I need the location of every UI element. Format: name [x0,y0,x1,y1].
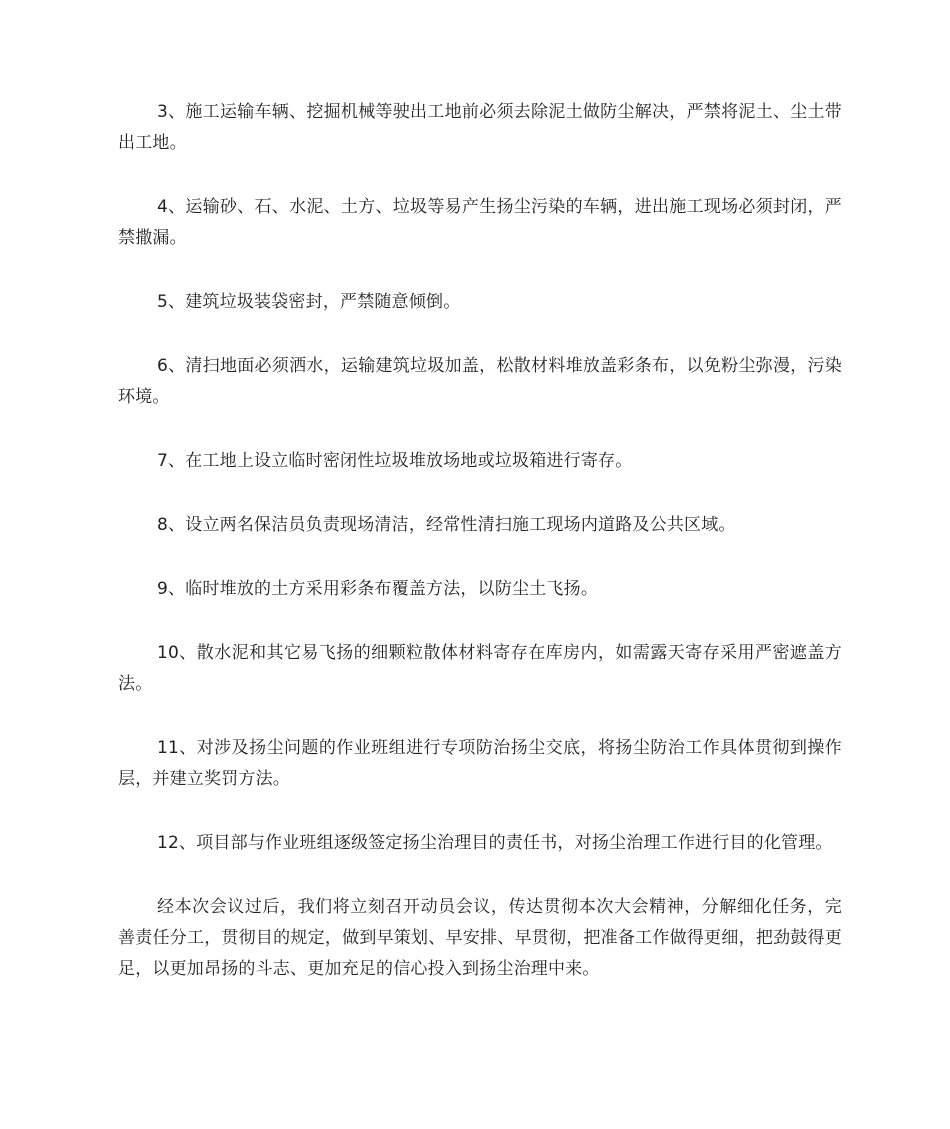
paragraph-item-11: 11、对涉及扬尘问题的作业班组进行专项防治扬尘交底，将扬尘防治工作具体贯彻到操作层，并建立奖罚方法。 [118,738,842,789]
paragraph-item-3: 3、施工运输车辆、挖掘机械等驶出工地前必须去除泥土做防尘解决，严禁将泥土、尘土带出工地。 [118,102,842,153]
closing-paragraph: 经本次会议过后，我们将立刻召开动员会议，传达贯彻本次大会精神，分解细化任务，完善责任分工，贯彻目的规定，做到早策划、早安排、早贯彻，把准备工作做得更细，把劲鼓得更足，以更加昂扬的斗志、更加充足的信心投入到扬尘治理中来。 [118,897,842,979]
paragraph-item-10: 10、散水泥和其它易飞扬的细颗粒散体材料寄存在库房内，如需露天寄存采用严密遮盖方法。 [118,643,842,694]
paragraph-item-8: 8、设立两名保洁员负责现场清洁，经常性清扫施工现场内道路及公共区域。 [157,515,736,535]
paragraph-item-9: 9、临时堆放的土方采用彩条布覆盖方法，以防尘土飞扬。 [157,579,599,599]
paragraph-item-7: 7、在工地上设立临时密闭性垃圾堆放场地或垃圾箱进行寄存。 [157,451,633,471]
document-body [118,97,842,1018]
paragraph-item-12: 12、项目部与作业班组逐级签定扬尘治理目的责任书，对扬尘治理工作进行目的化管理。 [157,833,833,853]
paragraph-item-5: 5、建筑垃圾装袋密封，严禁随意倾倒。 [157,292,461,312]
paragraph-item-4: 4、运输砂、石、水泥、土方、垃圾等易产生扬尘污染的车辆，进出施工现场必须封闭，严禁撒漏。 [118,197,842,248]
paragraph-item-6: 6、清扫地面必须洒水，运输建筑垃圾加盖，松散材料堆放盖彩条布，以免粉尘弥漫，污染环境。 [118,356,842,407]
